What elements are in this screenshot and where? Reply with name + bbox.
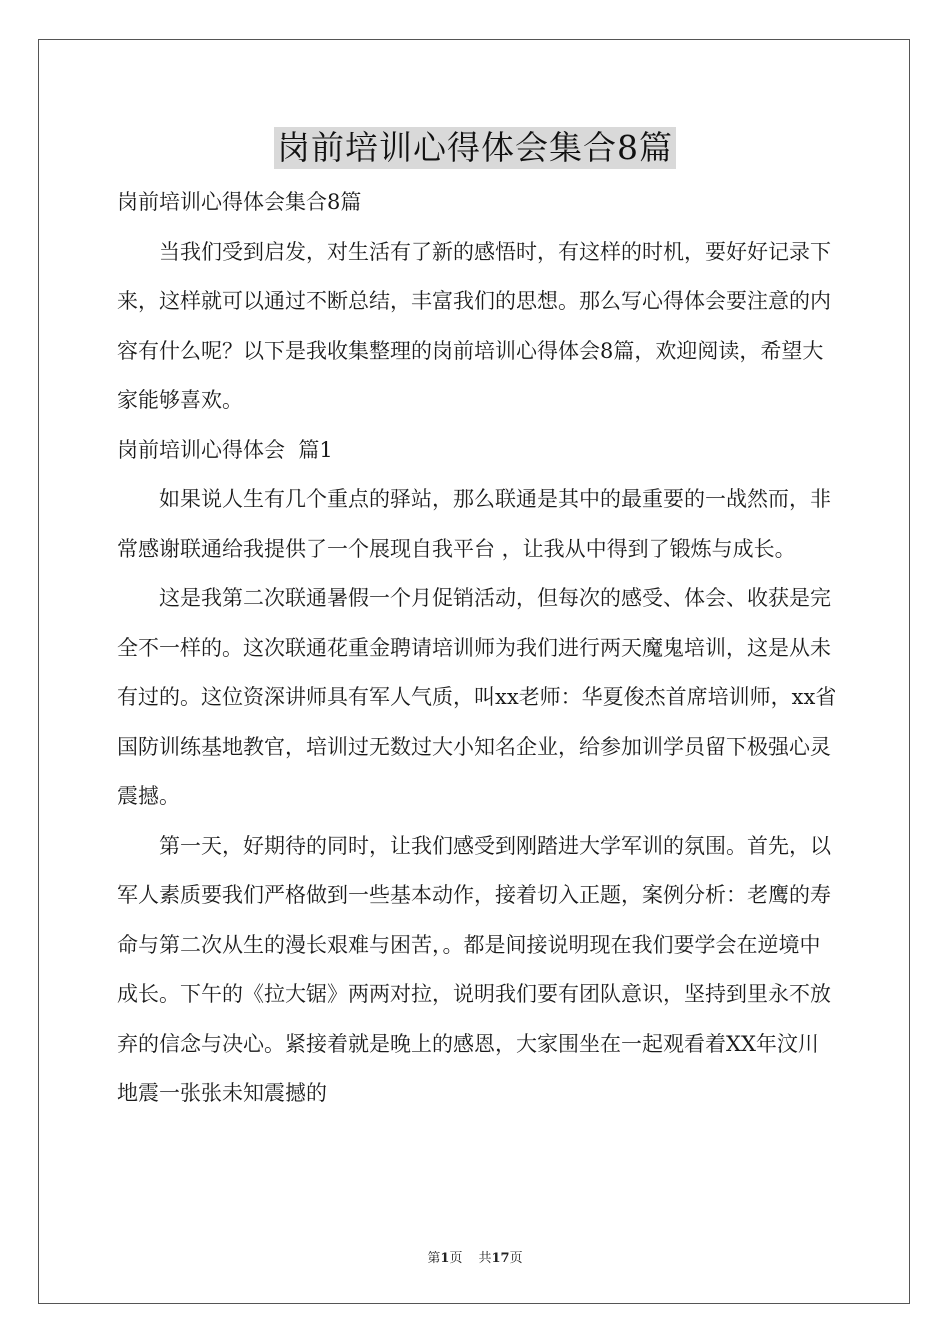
title-area <box>0 127 950 169</box>
page-prefix: 第 <box>427 1251 441 1266</box>
document-subtitle: 岗前培训心得体会集合8篇 <box>117 190 362 214</box>
body-paragraph: 如果说人生有几个重点的驿站，那么联通是其中的最重要的一战然而，非常感谢联通给我提供了一个展现自我平台 ，让我从中得到了锻炼与成长。 <box>117 487 831 561</box>
page-footer <box>0 1247 950 1266</box>
document-title: 岗前培训心得体会集合8篇 <box>274 127 676 169</box>
body-paragraph: 这是我第二次联通暑假一个月促销活动，但每次的感受、体会、收获是完全不一样的。这次联通花重金聘请培训师为我们进行两天魔鬼培训，这是从未有过的。这位资深讲师具有军人气质，叫xx老师：华夏俊杰首席培训师，xx省国防训练基地教官，培训过无数过大小知名企业，给参加训学员留下极强心灵震撼。 <box>117 586 837 808</box>
total-prefix: 共 <box>478 1251 492 1266</box>
document-body <box>117 178 839 1119</box>
page-number: 1 <box>440 1251 450 1266</box>
body-paragraph: 第一天，好期待的同时，让我们感受到刚踏进大学军训的氛围。首先，以军人素质要我们严格做到一些基本动作，接着切入正题，案例分析：老鹰的寿命与第二次从生的漫长艰难与困苦，。都是间接说明现在我们要学会在逆境中成长。下午的《拉大锯》两两对拉，说明我们要有团队意识，坚持到里永不放弃的信念与决心。紧接着就是晚上的感恩，大家围坐在一起观看着XX年汶川地震一张张未知震撼的 <box>117 833 831 1105</box>
total-pages: 17 <box>491 1251 510 1266</box>
section-heading: 岗前培训心得体会 篇1 <box>117 437 333 462</box>
intro-paragraph: 当我们受到启发，对生活有了新的感悟时，有这样的时机，要好好记录下来，这样就可以通过不断总结，丰富我们的思想。那么写心得体会要注意的内容有什么呢？以下是我收集整理的岗前培训心得体会8篇，欢迎阅读，希望大家能够喜欢。 <box>117 239 831 412</box>
total-suffix: 页 <box>509 1251 523 1266</box>
page-suffix: 页 <box>449 1251 463 1266</box>
